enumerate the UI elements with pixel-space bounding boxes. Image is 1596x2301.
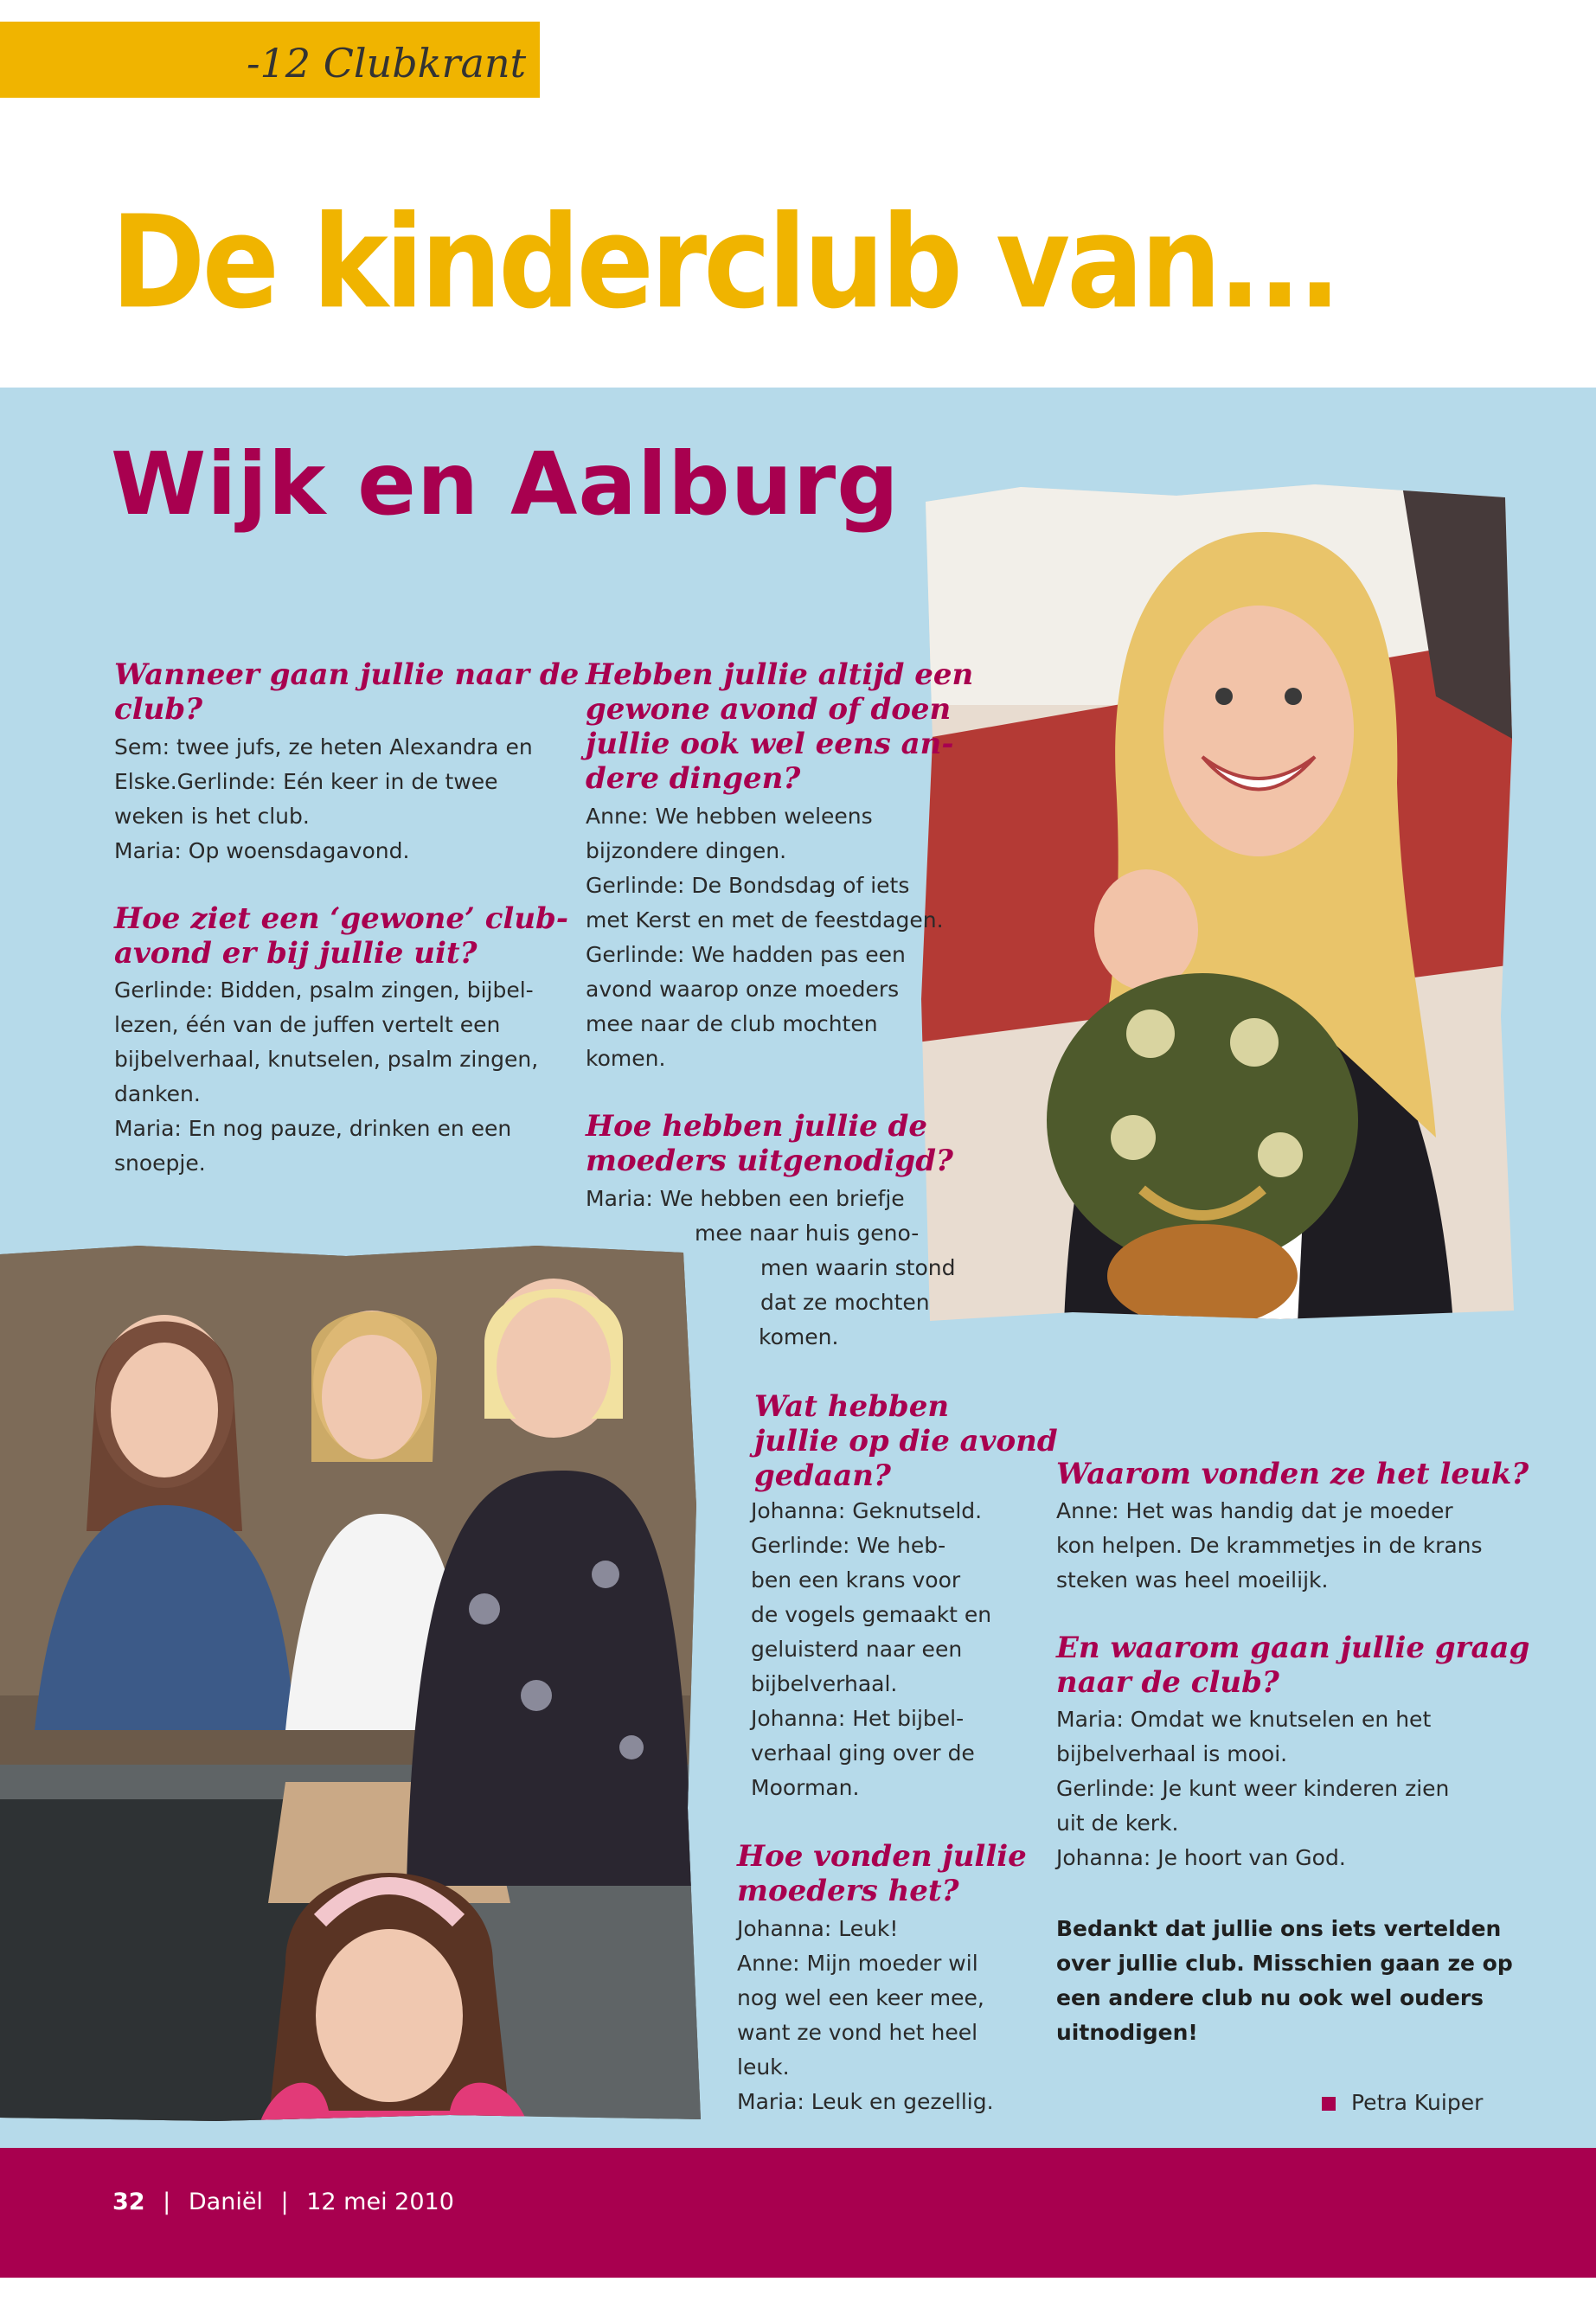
answer-line: steken was heel moeilijk. (1056, 1567, 1329, 1593)
question-what-done (754, 1389, 1058, 1493)
answer-line: snoepje. (114, 1150, 206, 1176)
answer-line: met Kerst en met de feestdagen. (586, 907, 944, 933)
question-line: Waarom vonden ze het leuk? (1056, 1457, 1529, 1491)
answer-line: Maria: Leuk en gezellig. (737, 2089, 994, 2114)
page-number: 32 (112, 2189, 145, 2215)
answer-why-go (1056, 1702, 1449, 1875)
answer-line: ben een krans voor (751, 1567, 961, 1593)
question-normal-evening (114, 901, 568, 971)
question-why-go (1056, 1631, 1529, 1700)
issue-date: 12 mei 2010 (306, 2189, 454, 2215)
question-line: dere dingen? (586, 761, 801, 796)
answer-line: Elske.Gerlinde: Eén keer in de twee (114, 769, 498, 794)
question-when-club (114, 657, 579, 727)
answer-line: Moorman. (751, 1775, 860, 1800)
closing-paragraph (1056, 1912, 1513, 2050)
answer-line: komen. (759, 1324, 839, 1349)
answer-line: danken. (114, 1081, 201, 1106)
author-square-icon (1322, 2097, 1336, 2111)
answer-line: bijbelverhaal is mooi. (1056, 1741, 1288, 1766)
author-name: Petra Kuiper (1351, 2090, 1484, 2115)
answer-line: bijbelverhaal. (751, 1671, 898, 1696)
question-line: moeders uitgenodigd? (586, 1144, 953, 1178)
answer-when-club (114, 730, 533, 868)
question-why-fun (1056, 1457, 1529, 1491)
answer-line: komen. (586, 1046, 666, 1071)
answer-line: Johanna: Het bijbel- (751, 1706, 965, 1731)
magazine-name: Daniël (188, 2189, 263, 2215)
answer-line: Gerlinde: De Bondsdag of iets (586, 873, 910, 898)
answer-line: Gerlinde: Bidden, psalm zingen, bijbel- (114, 977, 534, 1003)
answer-line: verhaal ging over de (751, 1740, 975, 1766)
answer-line: Maria: We hebben een briefje (586, 1186, 905, 1211)
answer-line: Gerlinde: We hadden pas een (586, 942, 906, 967)
answer-line: Johanna: Je hoort van God. (1056, 1845, 1346, 1870)
answer-line: Anne: Mijn moeder wil (737, 1951, 978, 1976)
answer-line: Maria: Op woensdagavond. (114, 838, 410, 863)
answer-mothers-opinion (737, 1912, 994, 2119)
answer-normal-evening (114, 973, 538, 1181)
page-headline: De kinderclub van... (111, 188, 1338, 338)
question-line: avond er bij jullie uit? (114, 936, 478, 971)
question-line: jullie op die avond (754, 1424, 1058, 1458)
answer-line: bijzondere dingen. (586, 838, 787, 863)
answer-line: leuk. (737, 2054, 790, 2080)
question-line: En waarom gaan jullie graag (1056, 1631, 1530, 1665)
closing-line: over jullie club. Misschien gaan ze op (1056, 1951, 1513, 1976)
closing-line: uitnodigen! (1056, 2020, 1198, 2045)
answer-line: Maria: Omdat we knutselen en het (1056, 1707, 1432, 1732)
answer-what-done (751, 1494, 991, 1805)
answer-other-things (586, 799, 944, 1076)
question-line: gedaan? (754, 1458, 891, 1493)
answer-line: Anne: We hebben weleens (586, 804, 873, 829)
answer-line: Gerlinde: Je kunt weer kinderen zien (1056, 1776, 1450, 1801)
question-line: moeders het? (737, 1874, 959, 1908)
closing-line: Bedankt dat jullie ons iets vertelden (1056, 1916, 1502, 1941)
answer-line: men waarin stond (760, 1255, 956, 1280)
question-line: Wanneer gaan jullie naar de (114, 657, 580, 692)
answer-line: nog wel een keer mee, (737, 1985, 984, 2010)
answer-line: lezen, één van de juffen vertelt een (114, 1012, 501, 1037)
question-line: Wat hebben (754, 1389, 950, 1424)
answer-line: Sem: twee jufs, ze heten Alexandra en (114, 734, 533, 760)
answer-line: de vogels gemaakt en (751, 1602, 992, 1627)
answer-line: weken is het club. (114, 804, 310, 829)
answer-line: bijbelverhaal, knutselen, psalm zingen, (114, 1047, 539, 1072)
footer-separator: | (163, 2189, 171, 2215)
answer-line: dat ze mochten (760, 1290, 930, 1315)
article-title: Wijk en Aalburg (111, 433, 900, 535)
answer-invitation (586, 1182, 955, 1355)
question-line: gewone avond of doen (586, 692, 952, 727)
answer-line: uit de kerk. (1056, 1811, 1179, 1836)
answer-line: want ze vond het heel (737, 2020, 978, 2045)
footer-separator: | (280, 2189, 289, 2215)
question-line: naar de club? (1056, 1665, 1279, 1700)
question-line: Hoe hebben jullie de (586, 1109, 928, 1144)
answer-why-fun (1056, 1494, 1483, 1598)
photo-group-of-girls (0, 1246, 701, 2124)
section-label: -12 Clubkrant (247, 40, 527, 87)
closing-line: een andere club nu ook wel ouders (1056, 1985, 1484, 2010)
answer-line: geluisterd naar een (751, 1637, 963, 1662)
question-line: Hoe ziet een ‘gewone’ club- (114, 901, 568, 936)
question-line: Hebben jullie altijd een (586, 657, 974, 692)
author-credit (1322, 2090, 1483, 2115)
photo-girl-with-wreath (917, 480, 1514, 1324)
question-other-things (586, 657, 973, 796)
answer-line: avond waarop onze moeders (586, 977, 900, 1002)
question-invitation (586, 1109, 953, 1178)
answer-line: Anne: Het was handig dat je moeder (1056, 1498, 1453, 1523)
answer-line: Johanna: Geknutseld. (751, 1498, 983, 1523)
question-mothers-opinion (737, 1839, 1027, 1908)
question-line: Hoe vonden jullie (737, 1839, 1027, 1874)
footer-info (112, 2189, 454, 2215)
answer-line: Johanna: Leuk! (737, 1916, 899, 1941)
answer-line: Maria: En nog pauze, drinken en een (114, 1116, 512, 1141)
question-line: club? (114, 692, 203, 727)
question-line: jullie ook wel eens an- (586, 727, 954, 761)
answer-line: mee naar huis geno- (695, 1221, 920, 1246)
answer-line: kon helpen. De krammetjes in de krans (1056, 1533, 1483, 1558)
answer-line: Gerlinde: We heb- (751, 1533, 946, 1558)
answer-line: mee naar de club mochten (586, 1011, 878, 1036)
